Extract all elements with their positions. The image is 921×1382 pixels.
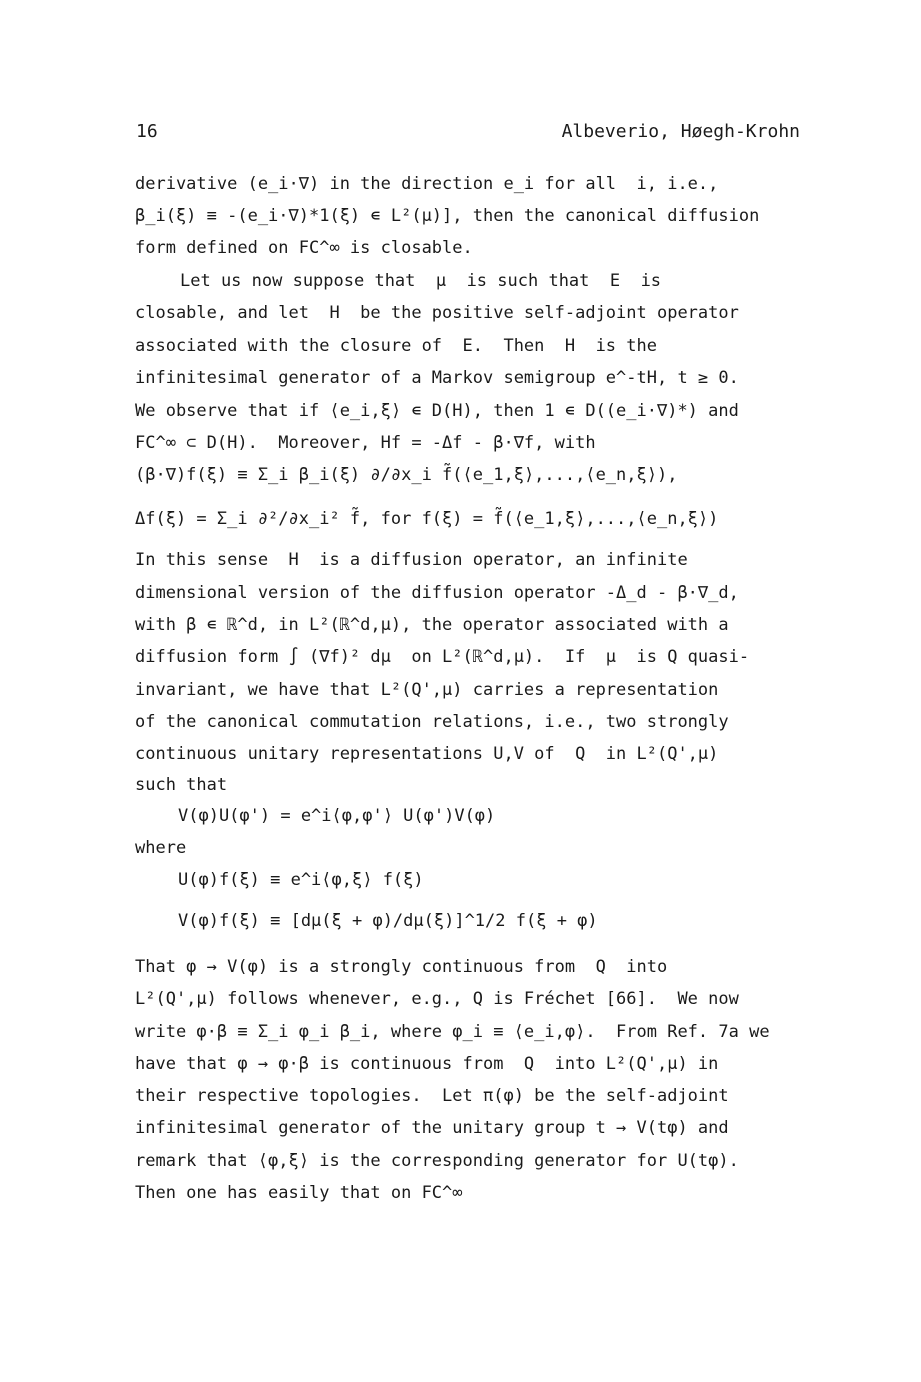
text-line: continuous unitary representations U,V of Q in L²(Q',μ) xyxy=(135,744,719,764)
text-line: That φ → V(φ) is a strongly continuous from Q into xyxy=(135,957,668,977)
text-line: derivative (e_i·∇) in the direction e_i for all i, i.e., xyxy=(135,174,719,194)
text-line: β_i(ξ) ≡ -(e_i·∇)*1(ξ) ∊ L²(μ)], then the canonical diffusion xyxy=(135,206,760,226)
text-line: remark that ⟨φ,ξ⟩ is the corresponding generator for U(tφ). xyxy=(135,1151,739,1171)
text-line: such that xyxy=(135,775,228,795)
text-line: infinitesimal generator of a Markov semigroup e^-tH, t ≥ 0. xyxy=(135,368,739,388)
text-line: L²(Q',μ) follows whenever, e.g., Q is Fréchet [66]. We now xyxy=(135,989,739,1009)
text-line: Then one has easily that on FC^∞ xyxy=(135,1183,463,1203)
text-line: dimensional version of the diffusion operator -Δ_d - β·∇_d, xyxy=(135,583,739,603)
text-line: We observe that if ⟨e_i,ξ⟩ ∊ D(H), then 1 ∊ D((e_i·∇)*) and xyxy=(135,401,739,421)
text-line: their respective topologies. Let π(φ) be the self-adjoint xyxy=(135,1086,729,1106)
text-line: diffusion form ∫ (∇f)² dμ on L²(ℝ^d,μ). If μ is Q quasi- xyxy=(135,647,750,667)
text-line: where xyxy=(135,838,187,858)
equation-line: (β·∇)f(ξ) ≡ Σ_i β_i(ξ) ∂/∂x_i f̃(⟨e_1,ξ⟩,...,⟨e_n,ξ⟩), xyxy=(135,465,678,485)
page-number: 16 xyxy=(136,121,158,142)
text-line: with β ∊ ℝ^d, in L²(ℝ^d,μ), the operator associated with a xyxy=(135,615,729,635)
text-line: write φ·β ≡ Σ_i φ_i β_i, where φ_i ≡ ⟨e_i,φ⟩. From Ref. 7a we xyxy=(135,1022,770,1042)
text-line: form defined on FC^∞ is closable. xyxy=(135,238,473,258)
running-title: Albeverio, Høegh-Krohn xyxy=(561,121,800,142)
equation-line: U(φ)f(ξ) ≡ e^i⟨φ,ξ⟩ f(ξ) xyxy=(178,870,424,890)
text-line: closable, and let H be the positive self-adjoint operator xyxy=(135,303,739,323)
text-line: of the canonical commutation relations, i.e., two strongly xyxy=(135,712,729,732)
equation-line: V(φ)f(ξ) ≡ [dμ(ξ + φ)/dμ(ξ)]^1/2 f(ξ + φ) xyxy=(178,911,598,931)
text-line: Let us now suppose that μ is such that E is xyxy=(180,271,662,291)
equation-line: V(φ)U(φ') = e^i⟨φ,φ'⟩ U(φ')V(φ) xyxy=(178,806,496,826)
text-line: infinitesimal generator of the unitary group t → V(tφ) and xyxy=(135,1118,729,1138)
text-line: FC^∞ ⊂ D(H). Moreover, Hf = -Δf - β·∇f, with xyxy=(135,433,596,453)
equation-line: Δf(ξ) = Σ_i ∂²/∂x_i² f̃, for f(ξ) = f̃(⟨e_1,ξ⟩,...,⟨e_n,ξ⟩) xyxy=(135,509,719,529)
text-line: In this sense H is a diffusion operator, an infinite xyxy=(135,550,688,570)
text-line: have that φ → φ·β is continuous from Q into L²(Q',μ) in xyxy=(135,1054,719,1074)
text-line: invariant, we have that L²(Q',μ) carries a representation xyxy=(135,680,719,700)
text-line: associated with the closure of E. Then H is the xyxy=(135,336,657,356)
